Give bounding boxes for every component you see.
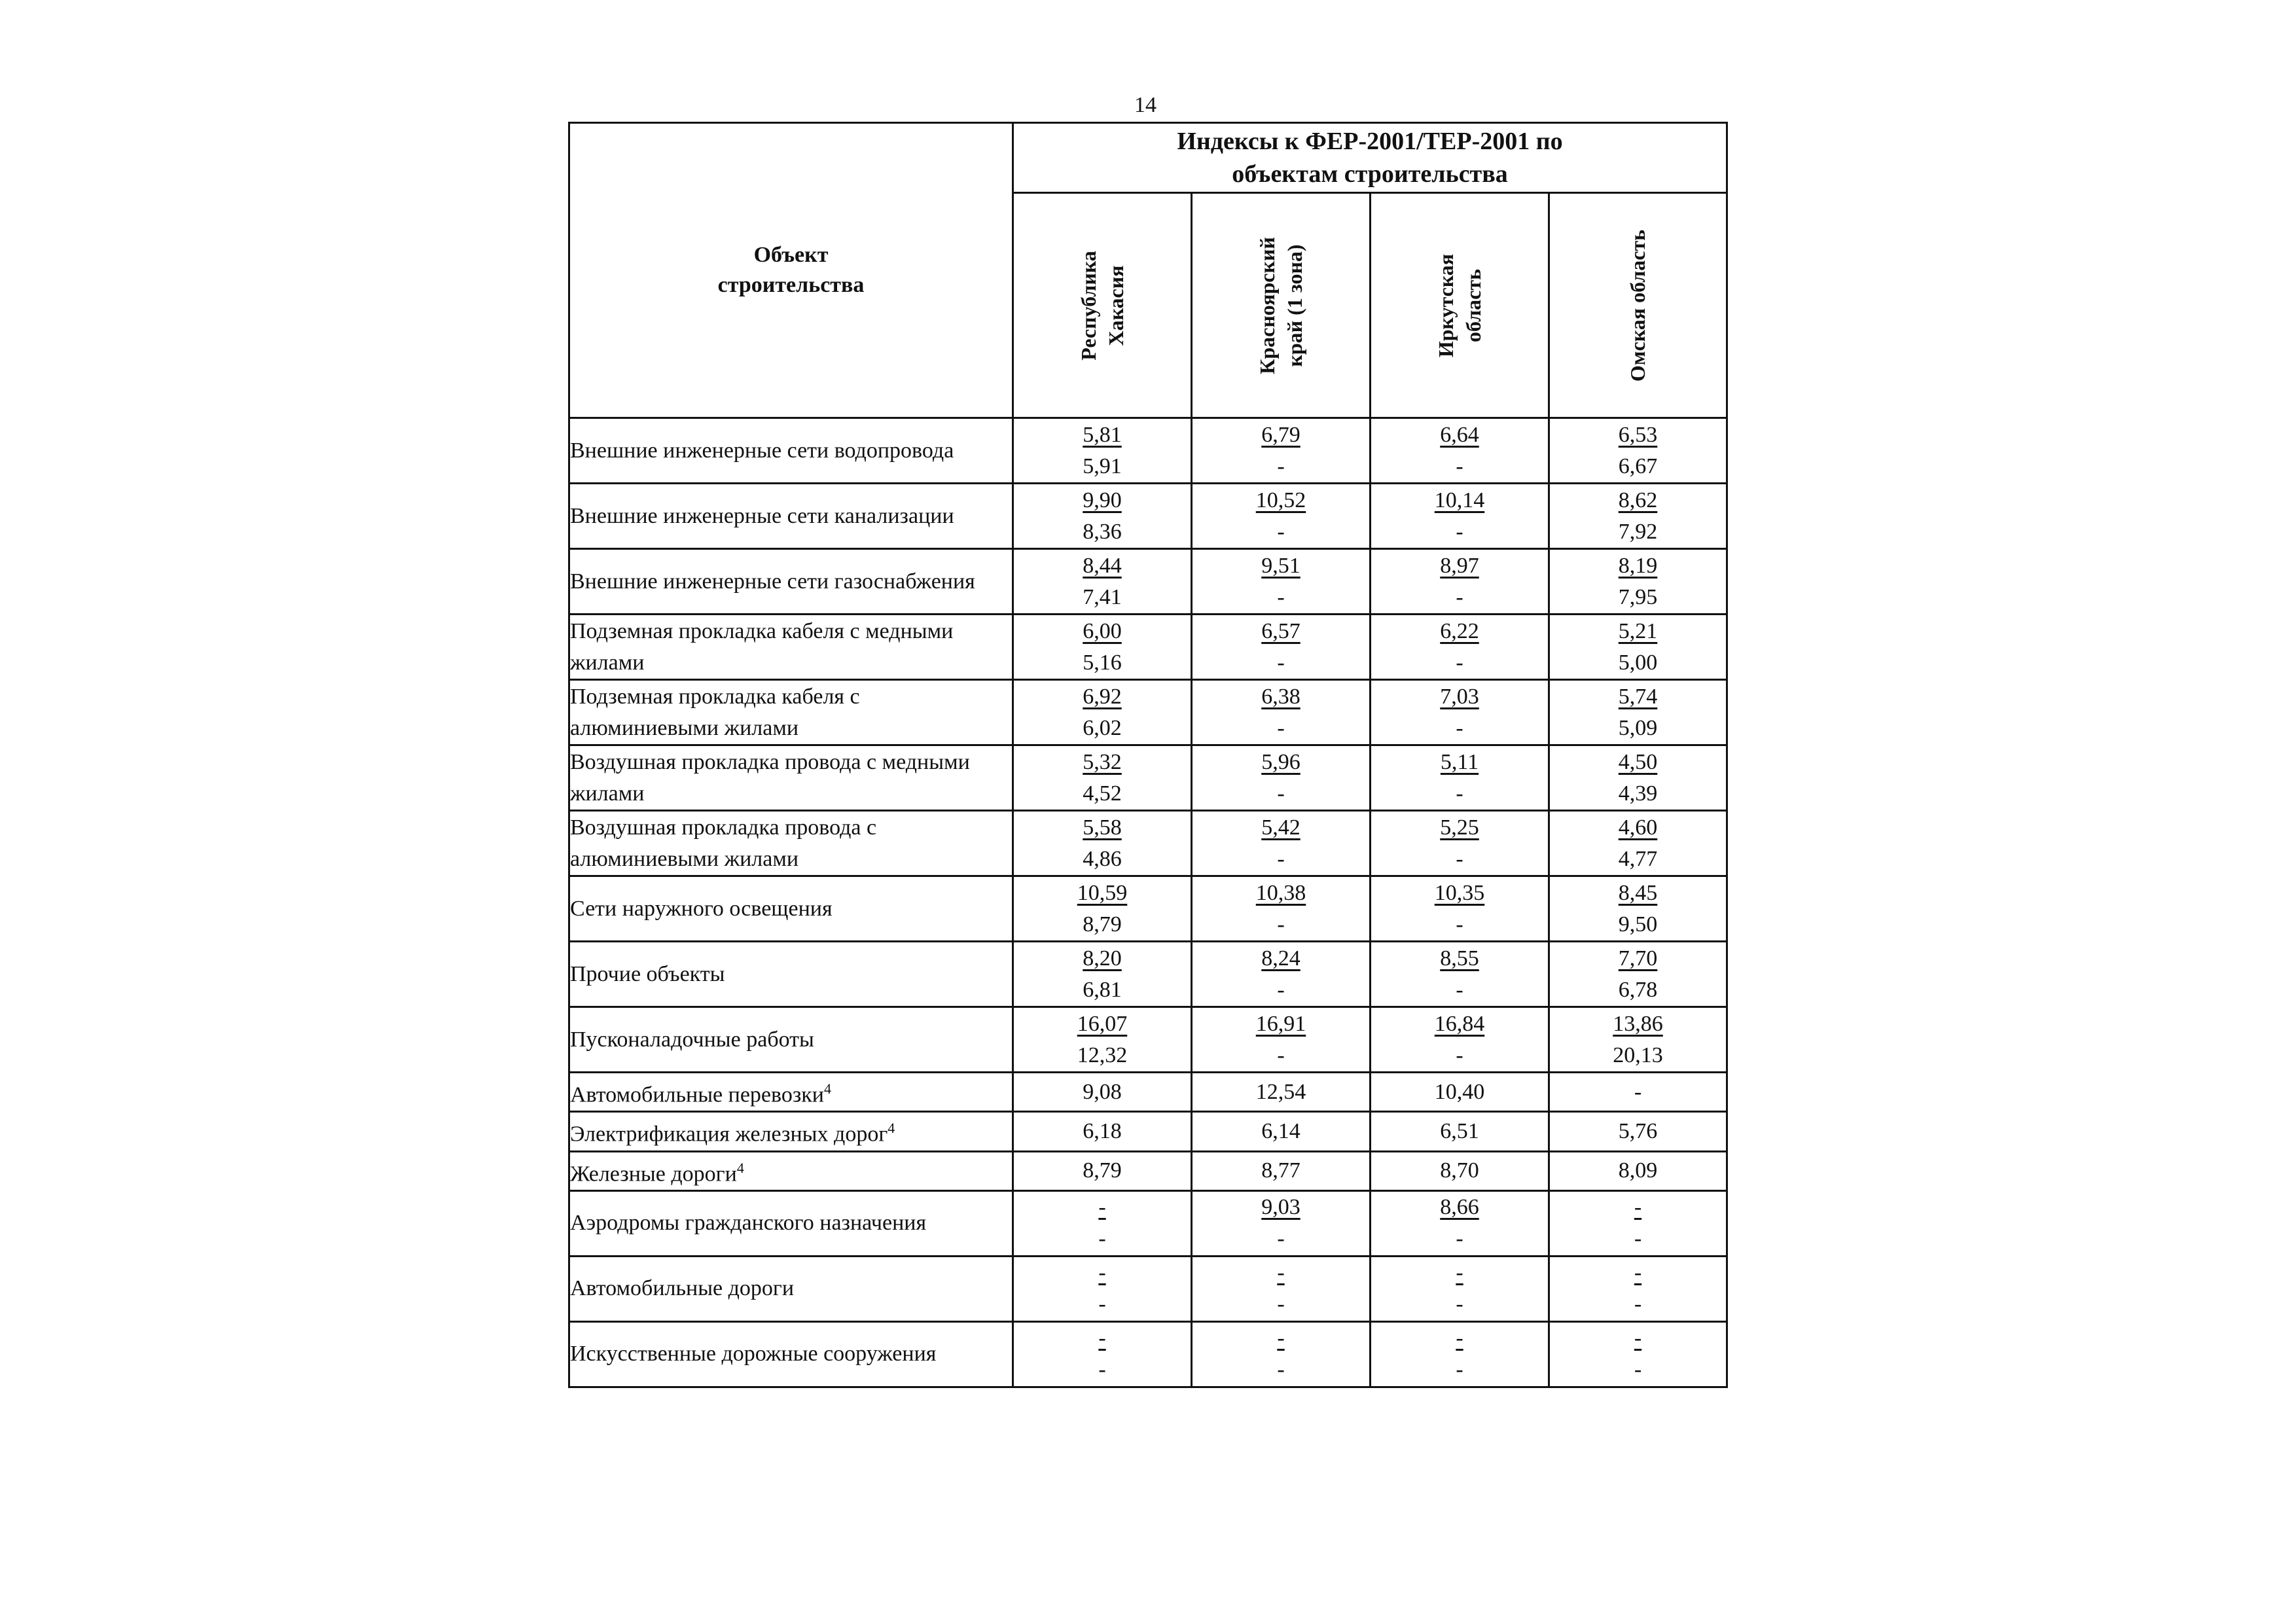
value-cell: [1192, 1007, 1371, 1073]
index-value-bottom: 9,50: [1618, 912, 1658, 936]
index-value-top: 9,90: [1083, 488, 1122, 512]
table-row: [569, 1007, 1727, 1073]
index-value-top: 16,07: [1077, 1011, 1128, 1036]
index-value-bottom: 8,36: [1083, 519, 1122, 544]
indices-table: [568, 122, 1728, 1388]
value-cell: [1192, 484, 1371, 549]
index-value-top: 8,20: [1083, 946, 1122, 971]
object-name-cell: [569, 745, 1013, 811]
index-value-top: -: [1098, 1260, 1106, 1285]
object-name: Воздушная прокладка провода с медными жилами: [570, 749, 970, 806]
value-cell: [1371, 1112, 1549, 1151]
table-row: [569, 745, 1727, 811]
object-name: Воздушная прокладка провода с алюминиевыми жилами: [570, 815, 877, 871]
object-name: Внешние инженерные сети водопровода: [570, 438, 954, 463]
index-value-bottom: 5,16: [1083, 650, 1122, 675]
index-value: 8,09: [1618, 1158, 1658, 1183]
value-cell: [1371, 549, 1549, 615]
value-cell: [1549, 418, 1727, 484]
index-value: 5,76: [1618, 1118, 1658, 1143]
index-value-top: 6,22: [1440, 618, 1479, 643]
index-value-bottom: 7,41: [1083, 584, 1122, 609]
object-name: Внешние инженерные сети канализации: [570, 503, 954, 528]
object-name: Аэродромы гражданского назначения: [570, 1211, 927, 1236]
indices-group-header: [1013, 123, 1727, 193]
indices-group-label: Индексы к ФЕР-2001/ТЕР-2001 по объектам строительства: [1177, 128, 1563, 188]
object-name: Сети наружного освещения: [570, 896, 833, 921]
object-name-cell: [569, 1112, 1013, 1151]
index-value-bottom: 4,77: [1618, 846, 1658, 871]
table-row: [569, 1190, 1727, 1256]
footnote-marker: 4: [823, 1080, 831, 1097]
index-value-top: 8,62: [1618, 488, 1658, 512]
object-name-cell: [569, 1073, 1013, 1112]
index-value-bottom: -: [1456, 1226, 1463, 1251]
index-value-top: 5,32: [1083, 749, 1122, 774]
region-header-krasnoyarsk: [1192, 193, 1371, 418]
object-name: Железные дороги: [570, 1161, 737, 1186]
index-value-bottom: -: [1277, 1292, 1285, 1317]
object-name-cell: [569, 942, 1013, 1007]
value-cell: [1013, 418, 1192, 484]
index-value-top: -: [1277, 1260, 1285, 1285]
index-value-top: 5,58: [1083, 815, 1122, 840]
index-value-top: 6,38: [1261, 684, 1300, 709]
value-cell: [1013, 1151, 1192, 1190]
index-value: 6,51: [1440, 1118, 1479, 1143]
index-value-top: 8,44: [1083, 553, 1122, 578]
object-column-label: Объект строительства: [717, 243, 865, 297]
value-cell: [1192, 1151, 1371, 1190]
value-cell: [1371, 1321, 1549, 1387]
index-value-top: 16,84: [1434, 1011, 1485, 1036]
index-value-bottom: -: [1456, 781, 1463, 806]
index-value: -: [1634, 1079, 1642, 1104]
index-value-top: -: [1098, 1326, 1106, 1351]
region-label: Красноярский край (1 зона): [1255, 236, 1306, 374]
index-value: 6,18: [1083, 1118, 1122, 1143]
index-value-top: 8,19: [1618, 553, 1658, 578]
value-cell: [1549, 745, 1727, 811]
index-value-top: 7,70: [1618, 946, 1658, 971]
table-row: [569, 1321, 1727, 1387]
value-cell: [1371, 811, 1549, 876]
value-cell: [1371, 1073, 1549, 1112]
value-cell: [1371, 1190, 1549, 1256]
index-value-top: 4,50: [1618, 749, 1658, 774]
value-cell: [1013, 549, 1192, 615]
table-row: [569, 549, 1727, 615]
region-label: Иркутская область: [1434, 253, 1485, 357]
index-value-bottom: -: [1456, 650, 1463, 675]
index-value-bottom: -: [1098, 1357, 1106, 1382]
value-cell: [1192, 680, 1371, 745]
index-value-bottom: 6,67: [1618, 454, 1658, 478]
index-value-bottom: 4,39: [1618, 781, 1658, 806]
index-value-top: 6,53: [1618, 422, 1658, 447]
index-value-top: 10,59: [1077, 880, 1128, 905]
index-value-bottom: -: [1456, 715, 1463, 740]
index-value-top: -: [1098, 1195, 1106, 1220]
index-value-bottom: -: [1456, 1357, 1463, 1382]
value-cell: [1192, 418, 1371, 484]
index-value-bottom: -: [1634, 1357, 1642, 1382]
region-label: Омская область: [1626, 229, 1650, 382]
value-cell: [1013, 942, 1192, 1007]
footnote-marker: 4: [888, 1120, 895, 1137]
index-value-bottom: 4,52: [1083, 781, 1122, 806]
index-value-bottom: 8,79: [1083, 912, 1122, 936]
index-value-bottom: -: [1456, 519, 1463, 544]
object-name: Искусственные дорожные сооружения: [570, 1342, 937, 1366]
index-value-bottom: 4,86: [1083, 846, 1122, 871]
value-cell: [1192, 1112, 1371, 1151]
index-value-bottom: -: [1277, 912, 1285, 936]
index-value-top: -: [1456, 1260, 1463, 1285]
table-row: [569, 680, 1727, 745]
footnote-marker: 4: [736, 1159, 744, 1176]
index-value-top: 9,51: [1261, 553, 1300, 578]
table-row: [569, 1256, 1727, 1321]
object-name-cell: [569, 876, 1013, 942]
value-cell: [1013, 811, 1192, 876]
value-cell: [1192, 549, 1371, 615]
index-value-bottom: -: [1277, 454, 1285, 478]
value-cell: [1371, 418, 1549, 484]
value-cell: [1013, 1073, 1192, 1112]
value-cell: [1371, 615, 1549, 680]
index-value-bottom: 7,95: [1618, 584, 1658, 609]
index-value-top: 4,60: [1618, 815, 1658, 840]
table-row: [569, 942, 1727, 1007]
index-value-bottom: -: [1634, 1226, 1642, 1251]
index-value: 9,08: [1083, 1079, 1122, 1104]
index-value: 8,79: [1083, 1158, 1122, 1183]
index-value-bottom: 5,09: [1618, 715, 1658, 740]
table-row: [569, 811, 1727, 876]
index-value-top: 6,00: [1083, 618, 1122, 643]
value-cell: [1192, 615, 1371, 680]
index-value: 12,54: [1255, 1079, 1306, 1104]
index-value-top: 8,66: [1440, 1195, 1479, 1220]
object-name: Подземная прокладка кабеля с алюминиевыми жилами: [570, 684, 860, 740]
index-value-top: -: [1634, 1326, 1642, 1351]
index-value-top: -: [1277, 1326, 1285, 1351]
table-body: [569, 418, 1727, 1387]
index-value-top: 8,55: [1440, 946, 1479, 971]
value-cell: [1371, 1256, 1549, 1321]
value-cell: [1192, 876, 1371, 942]
value-cell: [1549, 1256, 1727, 1321]
index-value-top: 8,24: [1261, 946, 1300, 971]
index-value-top: 7,03: [1440, 684, 1479, 709]
object-name: Подземная прокладка кабеля с медными жилами: [570, 618, 954, 675]
index-value-bottom: 7,92: [1618, 519, 1658, 544]
value-cell: [1013, 615, 1192, 680]
value-cell: [1192, 1321, 1371, 1387]
index-value-bottom: 12,32: [1077, 1043, 1128, 1067]
object-name-cell: [569, 1007, 1013, 1073]
object-name-cell: [569, 615, 1013, 680]
value-cell: [1549, 1321, 1727, 1387]
index-value-bottom: 5,91: [1083, 454, 1122, 478]
value-cell: [1371, 1007, 1549, 1073]
index-value-bottom: -: [1456, 584, 1463, 609]
value-cell: [1549, 1007, 1727, 1073]
value-cell: [1013, 1007, 1192, 1073]
index-value-bottom: -: [1277, 977, 1285, 1002]
value-cell: [1371, 942, 1549, 1007]
object-name-cell: [569, 1256, 1013, 1321]
value-cell: [1013, 876, 1192, 942]
object-name: Пусконаладочные работы: [570, 1027, 814, 1052]
value-cell: [1549, 1190, 1727, 1256]
object-name: Автомобильные дороги: [570, 1276, 795, 1301]
index-value-bottom: -: [1277, 1226, 1285, 1251]
value-cell: [1549, 942, 1727, 1007]
index-value-bottom: -: [1277, 584, 1285, 609]
value-cell: [1013, 680, 1192, 745]
index-value-top: 5,96: [1261, 749, 1300, 774]
index-value-top: 6,57: [1261, 618, 1300, 643]
table-row: [569, 615, 1727, 680]
value-cell: [1013, 484, 1192, 549]
table-row: [569, 1112, 1727, 1151]
value-cell: [1371, 680, 1549, 745]
value-cell: [1013, 1321, 1192, 1387]
index-value-top: -: [1634, 1260, 1642, 1285]
index-value-bottom: -: [1456, 1292, 1463, 1317]
object-name-cell: [569, 811, 1013, 876]
index-value: 8,70: [1440, 1158, 1479, 1183]
index-value-bottom: -: [1277, 715, 1285, 740]
index-value-top: 6,64: [1440, 422, 1479, 447]
region-header-omsk: [1549, 193, 1727, 418]
index-value: 8,77: [1261, 1158, 1300, 1183]
value-cell: [1192, 745, 1371, 811]
index-value-bottom: 6,78: [1618, 977, 1658, 1002]
index-value-bottom: 6,02: [1083, 715, 1122, 740]
value-cell: [1549, 484, 1727, 549]
index-value-bottom: -: [1456, 454, 1463, 478]
value-cell: [1013, 745, 1192, 811]
index-value-bottom: 6,81: [1083, 977, 1122, 1002]
index-value: 6,14: [1261, 1118, 1300, 1143]
index-value-bottom: -: [1456, 846, 1463, 871]
table-row: [569, 484, 1727, 549]
index-value-top: 10,14: [1434, 488, 1485, 512]
index-value-top: 9,03: [1261, 1195, 1300, 1220]
index-value-bottom: -: [1456, 1043, 1463, 1067]
value-cell: [1192, 1256, 1371, 1321]
value-cell: [1549, 1112, 1727, 1151]
object-name-cell: [569, 549, 1013, 615]
index-value-top: 10,38: [1255, 880, 1306, 905]
object-name-cell: [569, 484, 1013, 549]
value-cell: [1371, 745, 1549, 811]
index-value-top: 16,91: [1255, 1011, 1306, 1036]
index-value-top: 10,35: [1434, 880, 1485, 905]
index-value-top: 8,97: [1440, 553, 1479, 578]
region-header-irkutsk: [1371, 193, 1549, 418]
value-cell: [1013, 1112, 1192, 1151]
object-name-cell: [569, 1190, 1013, 1256]
index-value-top: 6,79: [1261, 422, 1300, 447]
value-cell: [1371, 484, 1549, 549]
object-name-cell: [569, 418, 1013, 484]
value-cell: [1192, 1073, 1371, 1112]
index-value-bottom: -: [1098, 1292, 1106, 1317]
index-value-bottom: 5,00: [1618, 650, 1658, 675]
index-value-top: -: [1634, 1195, 1642, 1220]
table-row: [569, 876, 1727, 942]
object-column-header: [569, 123, 1013, 418]
index-value-bottom: -: [1277, 650, 1285, 675]
value-cell: [1549, 680, 1727, 745]
index-value-bottom: -: [1634, 1292, 1642, 1317]
index-value-top: 13,86: [1613, 1011, 1663, 1036]
index-value: 10,40: [1434, 1079, 1485, 1104]
object-name-cell: [569, 1321, 1013, 1387]
object-name: Внешние инженерные сети газоснабжения: [570, 569, 975, 594]
index-value-bottom: 20,13: [1613, 1043, 1663, 1067]
index-value-top: 5,25: [1440, 815, 1479, 840]
index-value-bottom: -: [1456, 912, 1463, 936]
value-cell: [1549, 811, 1727, 876]
index-value-top: 5,42: [1261, 815, 1300, 840]
index-value-bottom: -: [1277, 781, 1285, 806]
region-label: Республика Хакасия: [1077, 250, 1128, 361]
region-header-khakassia: [1013, 193, 1192, 418]
object-name-cell: [569, 1151, 1013, 1190]
index-value-top: 8,45: [1618, 880, 1658, 905]
value-cell: [1371, 876, 1549, 942]
index-value-bottom: -: [1277, 846, 1285, 871]
value-cell: [1192, 1190, 1371, 1256]
index-value-top: 6,92: [1083, 684, 1122, 709]
table-row: [569, 1151, 1727, 1190]
value-cell: [1013, 1256, 1192, 1321]
value-cell: [1549, 1073, 1727, 1112]
index-value-top: 10,52: [1255, 488, 1306, 512]
index-value-top: 5,21: [1618, 618, 1658, 643]
value-cell: [1192, 811, 1371, 876]
index-value-bottom: -: [1456, 977, 1463, 1002]
value-cell: [1549, 615, 1727, 680]
value-cell: [1371, 1151, 1549, 1190]
index-value-top: 5,11: [1440, 749, 1479, 774]
table-row: [569, 418, 1727, 484]
index-value-top: -: [1456, 1326, 1463, 1351]
value-cell: [1549, 876, 1727, 942]
value-cell: [1013, 1190, 1192, 1256]
object-name: Электрификация железных дорог: [570, 1122, 888, 1147]
index-value-bottom: -: [1277, 1357, 1285, 1382]
table-row: [569, 1073, 1727, 1112]
value-cell: [1549, 1151, 1727, 1190]
index-value-top: 5,74: [1618, 684, 1658, 709]
index-value-top: 5,81: [1083, 422, 1122, 447]
value-cell: [1549, 549, 1727, 615]
page-number: 14: [1134, 93, 1157, 117]
index-value-bottom: -: [1277, 519, 1285, 544]
index-value-bottom: -: [1277, 1043, 1285, 1067]
index-value-bottom: -: [1098, 1226, 1106, 1251]
value-cell: [1192, 942, 1371, 1007]
object-name-cell: [569, 680, 1013, 745]
object-name: Прочие объекты: [570, 961, 725, 986]
object-name: Автомобильные перевозки: [570, 1082, 824, 1107]
